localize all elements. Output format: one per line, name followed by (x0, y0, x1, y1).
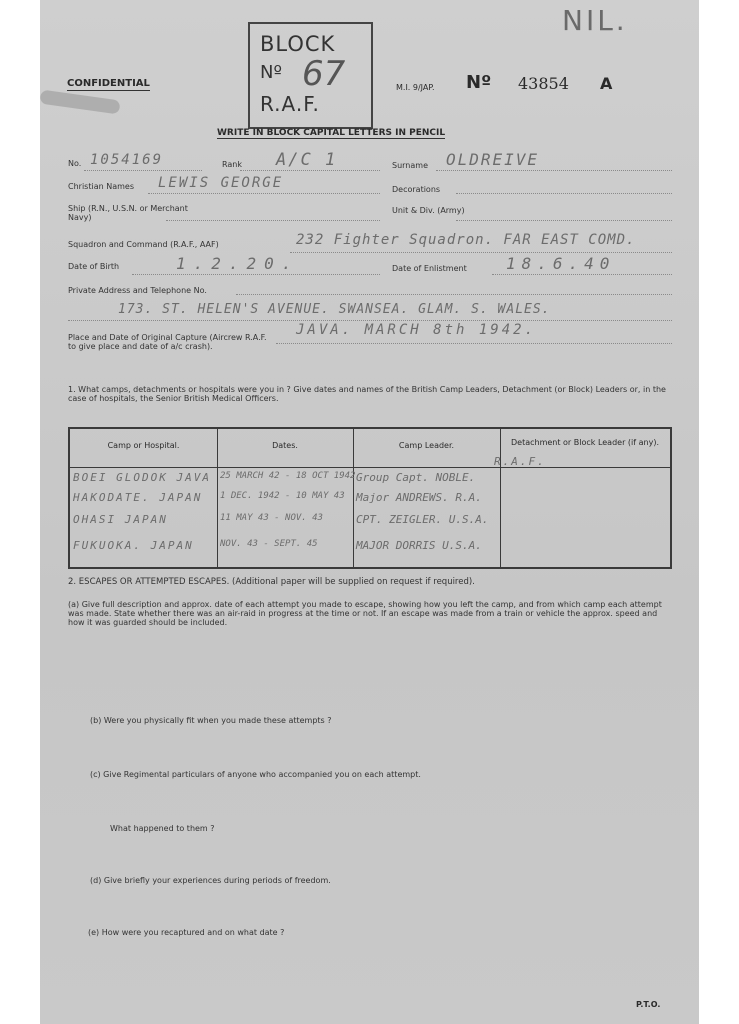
instruction-heading: WRITE IN BLOCK CAPITAL LETTERS IN PENCIL (217, 128, 446, 138)
surname-value: OLDREIVE (446, 150, 540, 169)
row4-leader: MAJOR DORRIS U.S.A. (356, 539, 482, 552)
pto-label: P.T.O. (636, 1000, 661, 1009)
row2-camp: HAKODATE. JAPAN (73, 491, 203, 504)
stamp-block-number: 67 (302, 54, 346, 94)
binding-string (39, 90, 120, 115)
row3-dates: 11 MAY 43 - NOV. 43 (220, 513, 323, 523)
address-label: Private Address and Telephone No. (68, 286, 207, 295)
surname-label: Surname (392, 161, 428, 170)
question-2a: (a) Give full description and approx. date of each attempt you made to escape, showing how you left the camp, and from which camp each attempt was made. State whether there was an air-raid in progress at the time or not. If an escape was made from a train or vehicle the approx. speed and how it was guarded should be included. (68, 600, 662, 627)
question-2e: (e) How were you recaptured and on what date ? (88, 928, 285, 937)
christian-names-label: Christian Names (68, 182, 134, 191)
row4-dates: NOV. 43 - SEPT. 45 (220, 539, 318, 549)
row1-leader: Group Capt. NOBLE. (356, 471, 476, 484)
address-value: 173. ST. HELEN'S AVENUE. SWANSEA. GLAM. S. WALES. (118, 302, 551, 317)
form-suffix: A (600, 74, 613, 93)
stamp-line-3: R.A.F. (260, 92, 320, 116)
squadron-value: 232 Fighter Squadron. FAR EAST COMD. (296, 232, 636, 248)
capture-label: Place and Date of Original Capture (Aircrew R.A.F. to give place and date of a/c crash). (68, 333, 267, 351)
dob-label: Date of Birth (68, 262, 120, 271)
row3-leader: CPT. ZEIGLER. U.S.A. (356, 513, 489, 526)
christian-names-value: LEWIS GEORGE (158, 175, 284, 191)
question-2b: (b) Were you physically fit when you made these attempts ? (90, 716, 332, 725)
camps-table (68, 427, 672, 569)
table-annotation-raf: R.A.F. (494, 455, 546, 468)
capture-value: JAVA. MARCH 8th 1942. (296, 322, 537, 338)
no-label-field: No. (68, 159, 82, 168)
stamp-line-2: Nº (260, 62, 282, 83)
block-stamp (248, 22, 373, 129)
unit-label: Unit & Div. (Army) (392, 206, 465, 215)
squadron-label: Squadron and Command (R.A.F., AAF) (68, 240, 219, 249)
confidential-label: CONFIDENTIAL (67, 78, 150, 89)
col-header-detachment: Detachment or Block Leader (if any). (510, 438, 659, 447)
row2-leader: Major ANDREWS. R.A. (356, 491, 482, 504)
decorations-label: Decorations (392, 185, 441, 194)
col-header-camp: Camp or Hospital. (107, 441, 180, 450)
row2-dates: 1 DEC. 1942 - 10 MAY 43 (220, 491, 345, 501)
row1-dates: 25 MARCH 42 - 18 OCT 1942 (220, 471, 356, 481)
col-header-dates: Dates. (272, 441, 298, 450)
row3-camp: OHASI JAPAN (73, 513, 168, 526)
col-header-leader: Camp Leader. (398, 441, 455, 450)
ship-label: Ship (R.N., U.S.N. or Merchant Navy) (68, 204, 188, 222)
service-number-value: 1054169 (90, 152, 164, 168)
number-label: Nº (466, 72, 492, 93)
row1-camp: BOEI GLODOK JAVA (73, 471, 211, 484)
form-number: 43854 (518, 74, 569, 93)
nil-annotation: NIL. (562, 4, 628, 37)
row4-camp: FUKUOKA. JAPAN (73, 539, 194, 552)
question-2: 2. ESCAPES OR ATTEMPTED ESCAPES. (Additional paper will be supplied on request if required). (68, 577, 475, 587)
mi-reference: M.I. 9/JAP. (396, 83, 435, 92)
rank-label: Rank (222, 160, 242, 169)
form-sheet (40, 0, 699, 1024)
rank-value: A/C 1 (276, 150, 338, 170)
question-2d: (d) Give briefly your experiences during periods of freedom. (90, 876, 331, 885)
dob-value: 1.2.20. (176, 254, 300, 273)
question-2c-followup: What happened to them ? (110, 824, 215, 833)
stamp-line-1: BLOCK (260, 32, 336, 56)
enlistment-label: Date of Enlistment (392, 264, 467, 273)
enlistment-value: 18.6.40 (506, 254, 616, 273)
question-1: 1. What camps, detachments or hospitals were you in ? Give dates and names of the British Camp Leaders, Detachment (or Block) Leaders or, in the case of hospitals, the Senior British Medical Officers. (68, 385, 666, 403)
question-2c: (c) Give Regimental particulars of anyone who accompanied you on each attempt. (90, 770, 421, 779)
